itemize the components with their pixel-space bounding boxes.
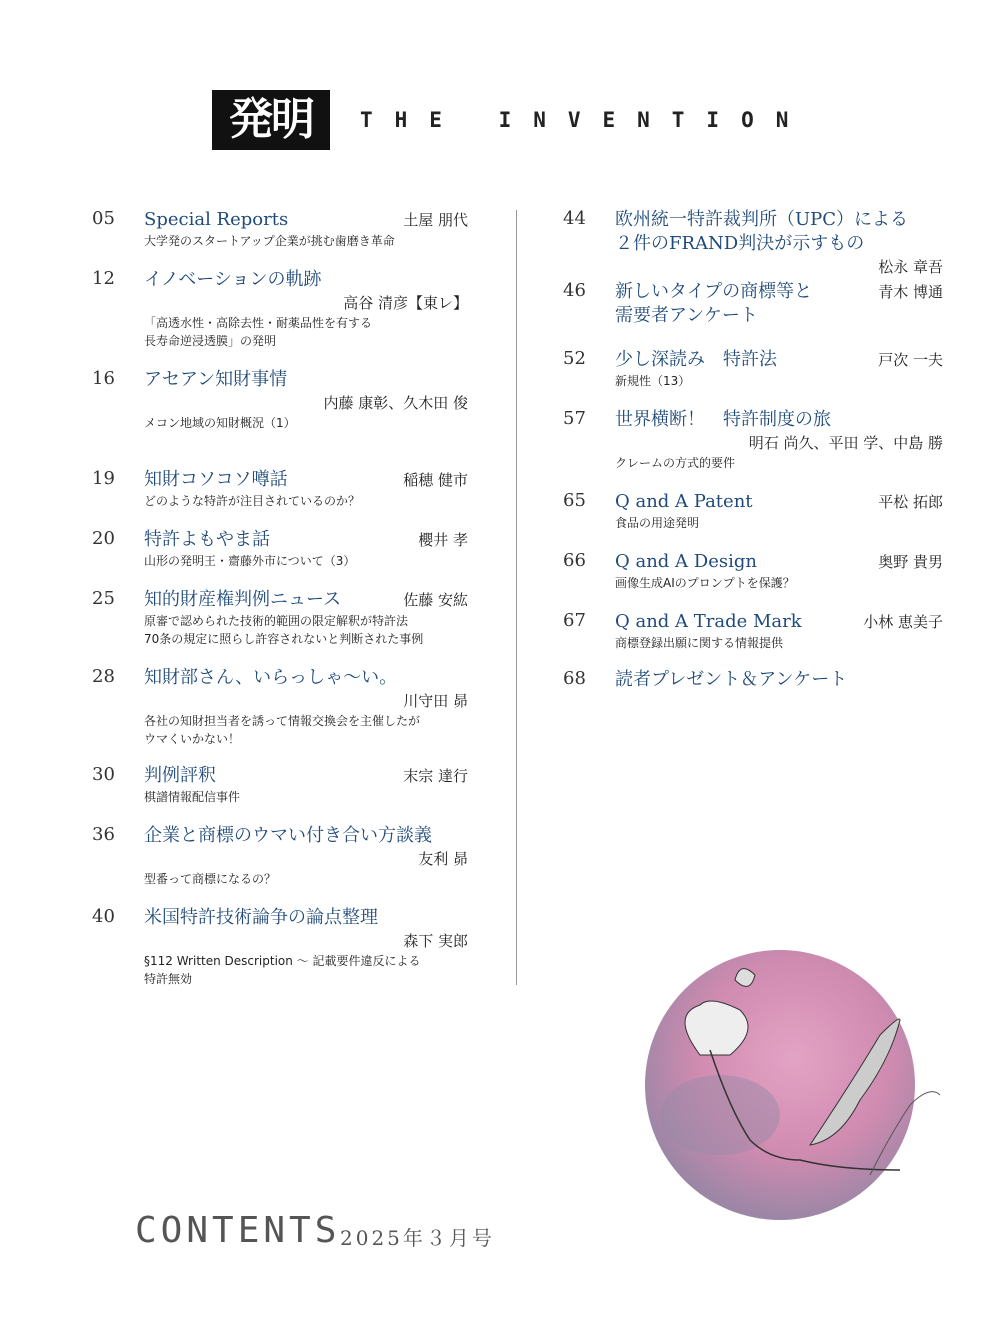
article-title: 世界横断！ 特許制度の旅 [615, 409, 831, 430]
article-subtitle: ウマくいかない！ [144, 732, 241, 746]
page-number: 52 [563, 348, 586, 369]
page-number: 46 [563, 280, 586, 301]
article-title: イノベーションの軌跡 [144, 269, 322, 290]
article-subtitle: どのような特許が注目されているのか？ [144, 494, 361, 508]
article-author: 明石 尚久、平田 学、中島 勝 [748, 434, 943, 452]
toc-entry[interactable] [92, 208, 468, 250]
article-title: アセアン知財事情 [144, 369, 288, 390]
article-title-continued: ２件のFRAND判決が示すもの [615, 233, 865, 254]
article-subtitle: 原審で認められた技術的範囲の限定解釈が特許法 [144, 614, 409, 628]
toc-entry[interactable] [563, 490, 943, 532]
toc-entry[interactable] [92, 368, 468, 432]
toc-entry[interactable] [92, 468, 468, 510]
page-number: 30 [92, 764, 115, 785]
article-title: 読者プレゼント＆アンケート [615, 669, 848, 690]
article-subtitle: §112 Written Description 〜 記載要件違反による [144, 954, 421, 968]
page-number: 36 [92, 824, 115, 845]
page-number: 68 [563, 668, 586, 689]
article-title: Special Reports [144, 209, 289, 230]
article-subtitle: 画像生成AIのプロンプトを保護？ [615, 576, 795, 590]
article-subtitle: 各社の知財担当者を誘って情報交換会を主催したが [144, 714, 421, 728]
article-subtitle: 商標登録出願に関する情報提供 [615, 636, 784, 650]
article-title: 特許よもやま話 [144, 529, 270, 550]
toc-entry[interactable] [563, 348, 943, 390]
article-title: Q and A Trade Mark [615, 611, 802, 632]
article-author: 櫻井 孝 [418, 531, 468, 549]
article-title: 少し深読み 特許法 [615, 349, 777, 370]
toc-entry[interactable] [563, 668, 943, 692]
article-author: 高谷 清彦【東レ】 [343, 294, 468, 312]
article-subtitle: 棋譜情報配信事件 [144, 790, 241, 804]
article-title: 判例評釈 [144, 765, 216, 786]
toc-entry[interactable] [92, 666, 468, 748]
article-author: 佐藤 安紘 [403, 591, 468, 609]
page-number: 20 [92, 528, 115, 549]
article-subtitle: 山形の発明王・齋藤外市について（3） [144, 554, 356, 568]
article-title: 知的財産権判例ニュース [144, 589, 342, 610]
article-subtitle: 大学発のスタートアップ企業が挑む歯磨き革命 [144, 234, 395, 248]
article-author: 小林 恵美子 [863, 613, 943, 631]
page-number: 44 [563, 208, 586, 229]
toc-entry[interactable] [92, 764, 468, 806]
article-title: 知財部さん、いらっしゃ〜い。 [144, 667, 398, 688]
page-number: 16 [92, 368, 115, 389]
toc-entry[interactable] [92, 528, 468, 570]
article-author: 内藤 康彰、久木田 俊 [323, 394, 468, 412]
article-author: 松永 章吾 [878, 258, 943, 276]
page-number: 25 [92, 588, 115, 609]
article-author: 土屋 朋代 [403, 211, 468, 229]
article-subtitle: 「高透水性・高除去性・耐薬品性を有する [144, 316, 373, 330]
article-author: 青木 博通 [878, 283, 943, 301]
toc-entry[interactable] [563, 550, 943, 592]
article-title-continued: 需要者アンケート [615, 305, 758, 326]
article-subtitle: クレームの方式的要件 [615, 456, 736, 470]
article-author: 戸次 一夫 [878, 351, 943, 369]
contents-heading: CONTENTS [135, 1210, 341, 1251]
article-subtitle: 70条の規定に照らし許容されないと判断された事例 [144, 632, 424, 646]
toc-entry[interactable] [92, 906, 468, 988]
article-author: 末宗 達行 [403, 767, 468, 785]
page-number: 19 [92, 468, 115, 489]
column-divider [516, 210, 517, 985]
article-subtitle: 長寿命逆浸透膜」の発明 [144, 334, 277, 348]
page-number: 57 [563, 408, 586, 429]
toc-entry[interactable] [563, 610, 943, 652]
article-subtitle: 食品の用途発明 [615, 516, 700, 530]
article-title: 欧州統一特許裁判所（UPC）による [615, 209, 909, 230]
article-subtitle: メコン地域の知財概況（1） [144, 416, 296, 430]
flower-illustration [640, 945, 960, 1225]
toc-entry[interactable] [92, 824, 468, 888]
page-number: 40 [92, 906, 115, 927]
page-number: 05 [92, 208, 115, 229]
toc-entry[interactable] [563, 280, 943, 328]
article-title: 新しいタイプの商標等と [615, 281, 813, 302]
article-subtitle: 新規性（13） [615, 374, 691, 388]
article-subtitle: 型番って商標になるの？ [144, 872, 277, 886]
issue-date: 2025年３月号 [340, 1226, 495, 1250]
page-number: 12 [92, 268, 115, 289]
article-title: Q and A Patent [615, 491, 753, 512]
article-author: 川守田 昴 [403, 692, 468, 710]
article-author: 友利 昴 [418, 850, 468, 868]
article-author: 稲穂 健市 [403, 471, 468, 489]
article-author: 奥野 貴男 [878, 553, 943, 571]
toc-entry[interactable] [563, 408, 943, 472]
article-author: 森下 実郎 [403, 932, 468, 950]
article-author: 平松 拓郎 [878, 493, 943, 511]
article-title: Q and A Design [615, 551, 757, 572]
page-number: 66 [563, 550, 586, 571]
magazine-logo: 発明 [212, 90, 330, 150]
toc-entry[interactable] [92, 588, 468, 648]
article-subtitle: 特許無効 [144, 972, 193, 986]
article-title: 知財コソコソ噂話 [144, 469, 288, 490]
article-title: 企業と商標のウマい付き合い方談義 [144, 825, 432, 846]
page-number: 65 [563, 490, 586, 511]
article-title: 米国特許技術論争の論点整理 [144, 907, 378, 928]
toc-entry[interactable] [563, 208, 943, 278]
page-number: 67 [563, 610, 586, 631]
toc-entry[interactable] [92, 268, 468, 350]
masthead [212, 90, 810, 150]
page-number: 28 [92, 666, 115, 687]
magazine-subtitle: THE INVENTION [360, 108, 811, 132]
